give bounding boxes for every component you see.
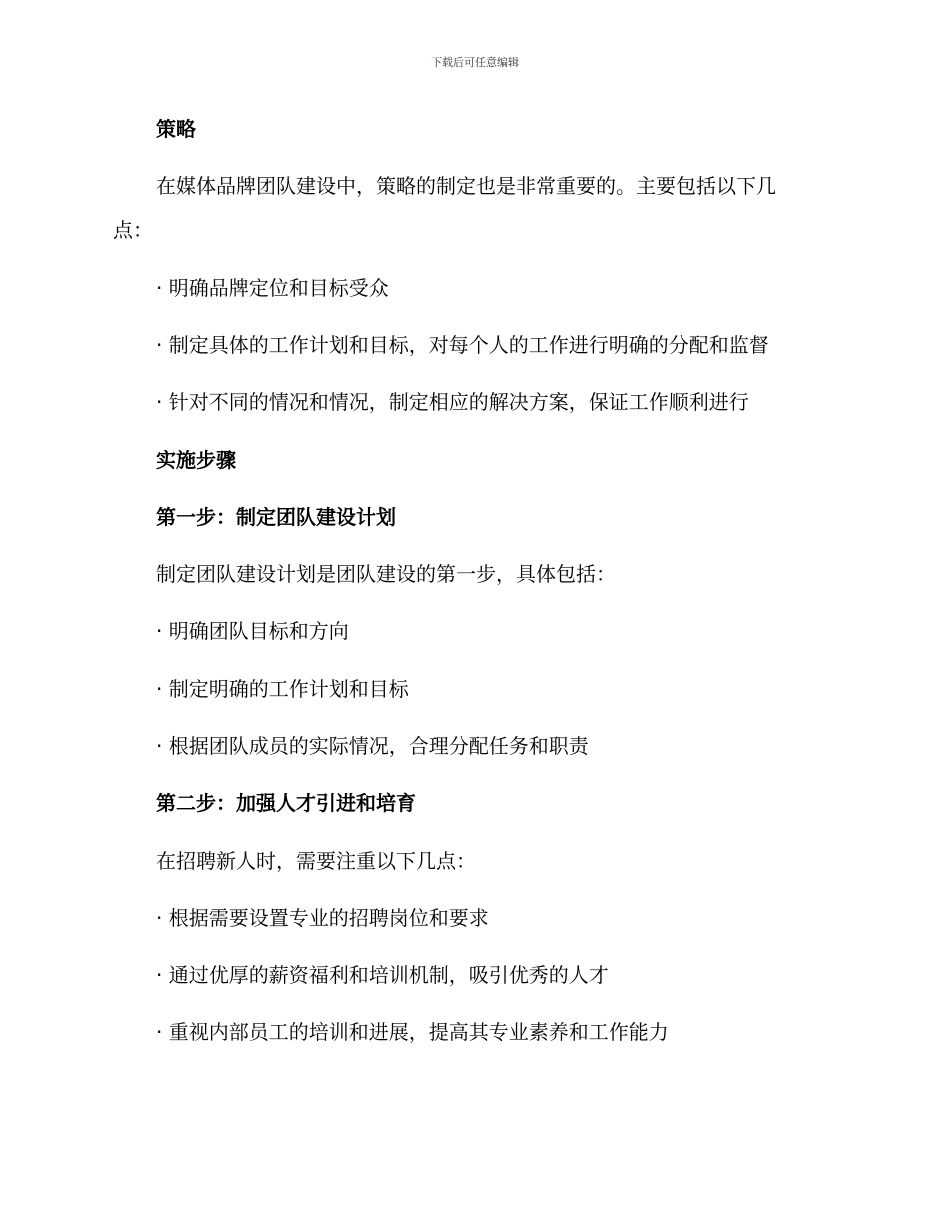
strategy-bullet: · 制定具体的工作计划和目标，对每个人的工作进行明确的分配和监督 [156, 333, 769, 357]
page-header: 下载后可任意编辑 [431, 56, 519, 69]
step1-bullet: · 制定明确的工作计划和目标 [156, 677, 409, 701]
step2-paragraph: 在招聘新人时，需要注重以下几点： [156, 849, 476, 873]
step1-bullet: · 根据团队成员的实际情况，合理分配任务和职责 [156, 734, 589, 758]
strategy-paragraph-line2: 点： [113, 218, 153, 242]
step2-bullet: · 根据需要设置专业的招聘岗位和要求 [156, 906, 489, 930]
step1-paragraph: 制定团队建设计划是团队建设的第一步，具体包括： [156, 562, 616, 586]
strategy-bullet: · 明确品牌定位和目标受众 [156, 276, 389, 300]
section-heading-implementation: 实施步骤 [156, 448, 236, 472]
strategy-paragraph-line1: 在媒体品牌团队建设中，策略的制定也是非常重要的。主要包括以下几 [156, 174, 776, 198]
section-heading-strategy: 策略 [156, 117, 196, 141]
step2-bullet: · 重视内部员工的培训和进展，提高其专业素养和工作能力 [156, 1020, 669, 1044]
strategy-bullet: · 针对不同的情况和情况，制定相应的解决方案，保证工作顺利进行 [156, 390, 749, 414]
step2-heading: 第二步：加强人才引进和培育 [156, 791, 416, 815]
step1-heading: 第一步：制定团队建设计划 [156, 505, 396, 529]
step2-bullet: · 通过优厚的薪资福利和培训机制，吸引优秀的人才 [156, 963, 609, 987]
step1-bullet: · 明确团队目标和方向 [156, 619, 349, 643]
